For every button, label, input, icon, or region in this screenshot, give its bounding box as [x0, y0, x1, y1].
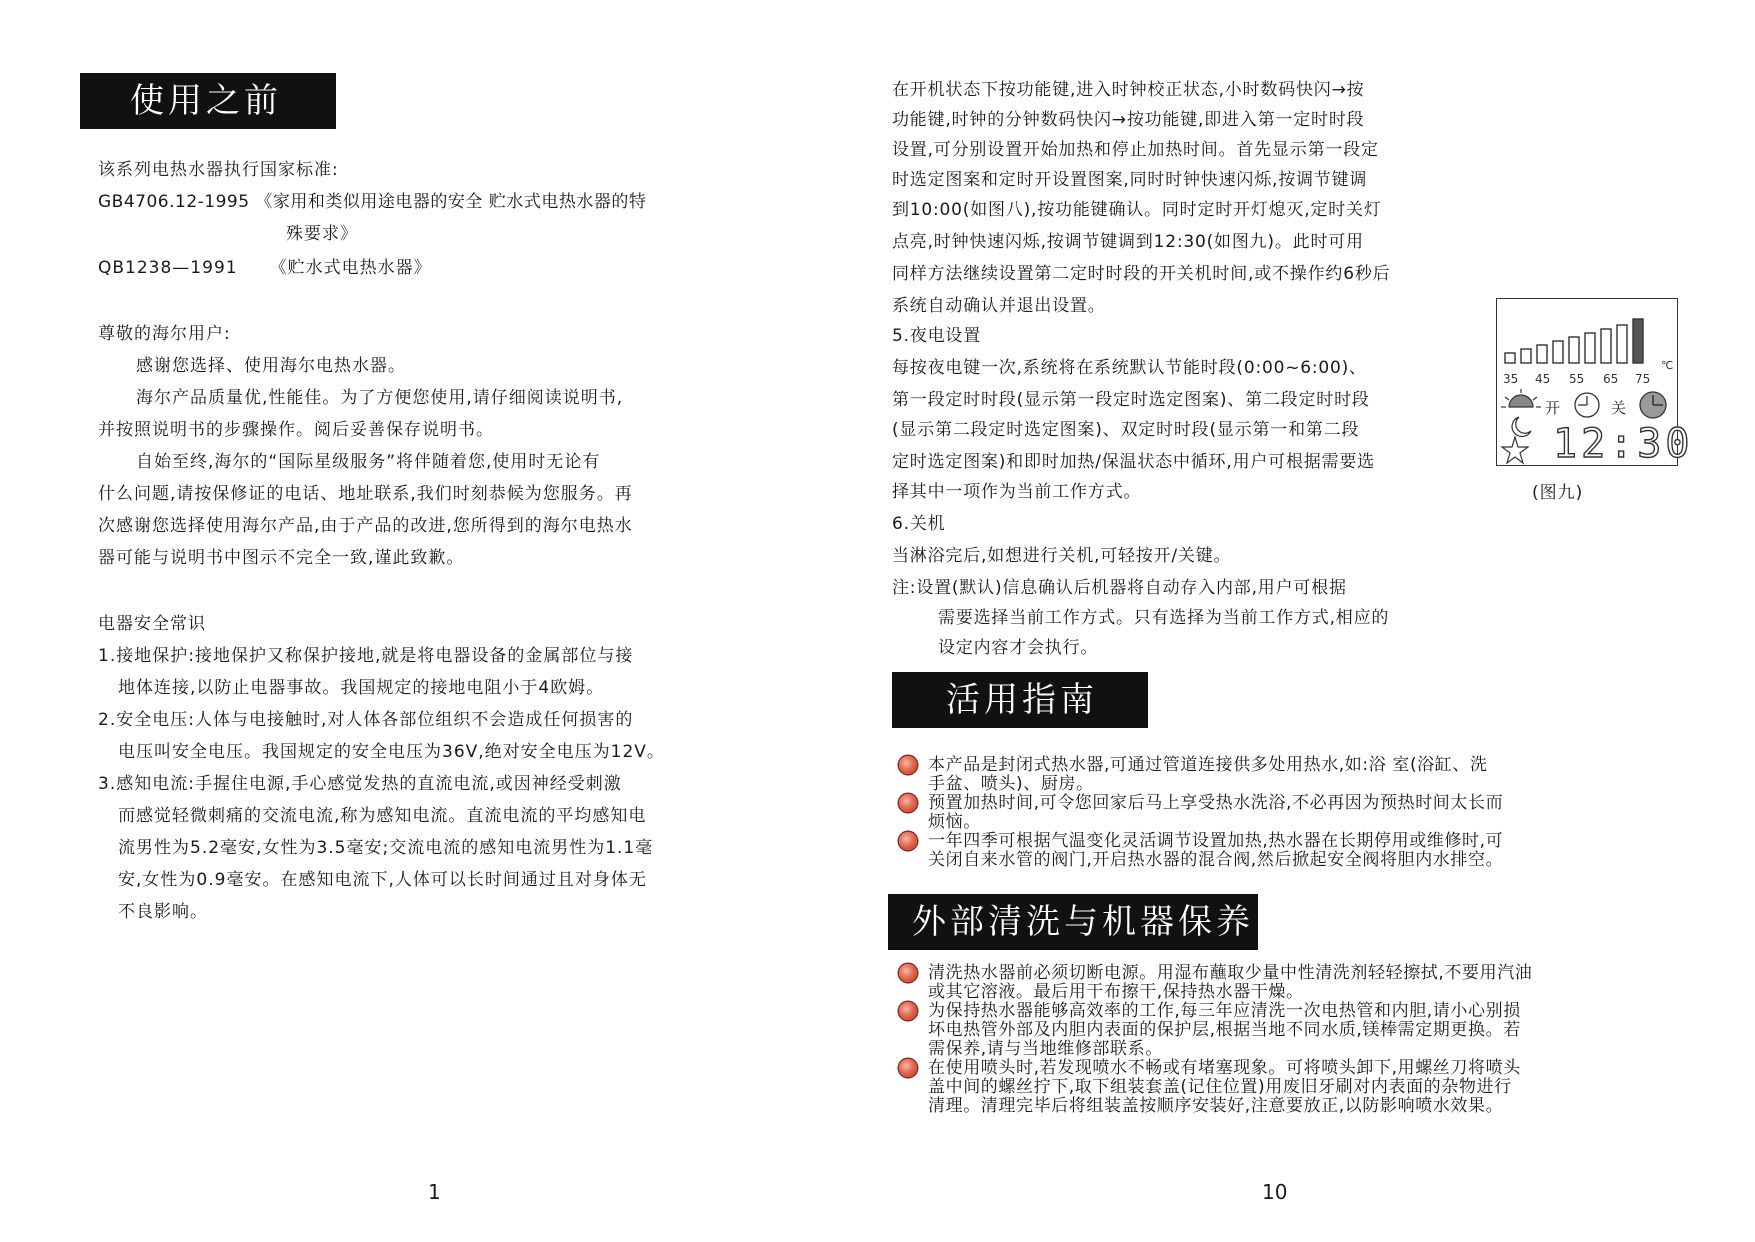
text-line: 择其中一项作为当前工作方式。 [892, 482, 1142, 502]
text-line: GB4706.12-1995 《家用和类似用途电器的安全 贮水式电热水器的特 [98, 192, 647, 212]
text-line: 系统自动确认并退出设置。 [892, 296, 1106, 316]
bullet-icon [899, 964, 917, 982]
text-line: 第一段定时时段(显示第一段定时选定图案)、第二段定时时段 [892, 390, 1370, 410]
list-item-line: 本产品是封闭式热水器,可通过管道连接供多处用热水,如:浴 室(浴缸、洗 [928, 755, 1488, 775]
section-heading: 电器安全常识 [98, 614, 206, 634]
list-item-line: 需保养,请与当地维修部联系。 [928, 1039, 1163, 1059]
temperature-bars [1505, 325, 1627, 363]
list-item-line: 一年四季可根据气温变化灵活调节设置加热,热水器在长期停用或维修时,可 [928, 831, 1504, 851]
list-item-line: 坏电热管外部及内胆内表面的保护层,根据当地不同水质,镁棒需定期更换。若 [928, 1020, 1521, 1040]
text-line: 该系列电热水器执行国家标准: [98, 160, 339, 180]
bullet-icon [899, 1059, 917, 1077]
text-line: 当淋浴完后,如想进行关机,可轻按开/关键。 [892, 546, 1232, 566]
text-line: 电压叫安全电压。我国规定的安全电压为36V,绝对安全电压为12V。 [118, 742, 665, 762]
text-line: 到10:00(如图八),按功能键确认。同时定时开灯熄灭,定时关灯 [892, 200, 1382, 220]
text-line: 1.接地保护:接地保护又称保护接地,就是将电器设备的金属部位与接 [98, 646, 634, 666]
list-item-line: 清理。清理完毕后将组装盖按顺序安装好,注意要放正,以防影响喷水效果。 [928, 1096, 1504, 1116]
clock-off-icon [1640, 392, 1666, 418]
bullet-icon [899, 794, 917, 812]
list-item-line: 清洗热水器前必须切断电源。用湿布蘸取少量中性清洗剂轻轻擦拭,不要用汽油 [928, 963, 1533, 983]
text-line: 定时选定图案)和即时加热/保温状态中循环,用户可根据需要选 [892, 452, 1375, 472]
text-line: 2.安全电压:人体与电接触时,对人体各部位组织不会造成任何损害的 [98, 710, 634, 730]
text-line: 地体连接,以防止电器事故。我国规定的接地电阻小于4欧姆。 [118, 678, 605, 698]
text-line: 并按照说明书的步骤操作。阅后妥善保存说明书。 [98, 420, 494, 440]
section-heading: 6.关机 [892, 514, 946, 534]
text-line: 流男性为5.2毫安,女性为3.5毫安;交流电流的感知电流男性为1.1毫 [118, 838, 654, 858]
page-number: 10 [1262, 1180, 1288, 1204]
text-line: 注:设置(默认)信息确认后机器将自动存入内部,用户可根据 [892, 578, 1347, 598]
bullet-icon [899, 1002, 917, 1020]
temp-tick: 45 [1535, 372, 1551, 386]
sun-icon [1501, 389, 1541, 407]
text-line: 点亮,时钟快速闪烁,按调节键调到12:30(如图九)。此时可用 [892, 232, 1364, 252]
timer-off-label: 关 [1611, 399, 1627, 417]
list-item-line: 盖中间的螺丝拧下,取下组装套盖(记住位置)用废旧牙刷对内表面的杂物进行 [928, 1077, 1512, 1097]
list-item-line: 关闭自来水管的阀门,开启热水器的混合阀,然后掀起安全阀将胆内水排空。 [928, 850, 1504, 870]
header-usage-guide: 活用指南 [892, 672, 1148, 728]
header-before-use: 使用之前 [80, 73, 336, 129]
list-item-line: 或其它溶液。最后用干布擦干,保持热水器干燥。 [928, 982, 1304, 1002]
list-item-line: 预置加热时间,可令您回家后马上享受热水洗浴,不必再因为预热时间太长而 [928, 793, 1504, 813]
text-line: 功能键,时钟的分钟数码快闪→按功能键,即进入第一定时时段 [892, 110, 1365, 130]
temp-tick: 35 [1503, 372, 1519, 386]
clock-display: 12:30 [1553, 421, 1694, 467]
text-line: 安,女性为0.9毫安。在感知电流下,人体可以长时间通过且对身体无 [118, 870, 647, 890]
temp-tick: 75 [1635, 372, 1651, 386]
text-line: 同样方法继续设置第二定时时段的开关机时间,或不操作约6秒后 [892, 264, 1391, 284]
text-line: 3.感知电流:手握住电源,手心感觉发热的直流电流,或因神经受刺激 [98, 774, 622, 794]
header-cleaning-maintenance: 外部清洗与机器保养 [888, 894, 1258, 950]
bullet-icon [899, 832, 917, 850]
text-line: 需要选择当前工作方式。只有选择为当前工作方式,相应的 [938, 608, 1390, 628]
figure-caption: (图九) [1532, 483, 1584, 503]
text-line: 设置,可分别设置开始加热和停止加热时间。首先显示第一段定 [892, 140, 1379, 160]
text-line: 海尔产品质量优,性能佳。为了方便您使用,请仔细阅读说明书, [136, 388, 624, 408]
text-line: 感谢您选择、使用海尔电热水器。 [136, 356, 406, 376]
text-line: 设定内容才会执行。 [938, 638, 1099, 658]
text-line: 而感觉轻微刺痛的交流电流,称为感知电流。直流电流的平均感知电 [118, 806, 647, 826]
text-line: (显示第二段定时选定图案)、双定时时段(显示第一和第二段 [892, 420, 1360, 440]
temp-tick: 55 [1569, 372, 1585, 386]
text-line: 在开机状态下按功能键,进入时钟校正状态,小时数码快闪→按 [892, 80, 1365, 100]
text-line: 尊敬的海尔用户: [98, 324, 231, 344]
clock-on-icon [1575, 393, 1599, 417]
text-line: QB1238—1991 《贮水式电热水器》 [98, 258, 432, 278]
text-line: 每按夜电键一次,系统将在系统默认节能时段(0:00~6:00)、 [892, 358, 1367, 378]
timer-on-label: 开 [1545, 399, 1561, 417]
temperature-bar-active [1633, 319, 1643, 363]
display-panel-graphic [1497, 299, 1694, 467]
bullet-icon [899, 756, 917, 774]
list-item-line: 手盆、喷头)、厨房。 [928, 774, 1094, 794]
display-panel-figure [1496, 298, 1694, 467]
temperature-scale [1503, 372, 1650, 386]
moon-icon [1512, 417, 1531, 437]
temp-tick: 65 [1603, 372, 1619, 386]
list-item-line: 烦恼。 [928, 812, 981, 832]
text-line: 次感谢您选择使用海尔产品,由于产品的改进,您所得到的海尔电热水 [98, 516, 633, 536]
star-icon [1502, 437, 1528, 463]
list-item-line: 在使用喷头时,若发现喷水不畅或有堵塞现象。可将喷头卸下,用螺丝刀将喷头 [928, 1058, 1521, 1078]
text-line: 什么问题,请按保修证的电话、地址联系,我们时刻恭候为您服务。再 [98, 484, 633, 504]
text-line: 自始至终,海尔的“国际星级服务”将伴随着您,使用时无论有 [136, 452, 601, 472]
text-line: 殊要求》 [286, 224, 358, 244]
text-line: 时选定图案和定时开设置图案,同时时钟快速闪烁,按调节键调 [892, 170, 1368, 190]
text-line: 器可能与说明书中图示不完全一致,谨此致歉。 [98, 548, 465, 568]
list-item-line: 为保持热水器能够高效率的工作,每三年应清洗一次电热管和内胆,请小心别损 [928, 1001, 1521, 1021]
text-line: 不良影响。 [118, 902, 208, 922]
page-number: 1 [428, 1180, 441, 1204]
unit-label: ℃ [1661, 359, 1674, 372]
section-heading: 5.夜电设置 [892, 326, 982, 346]
